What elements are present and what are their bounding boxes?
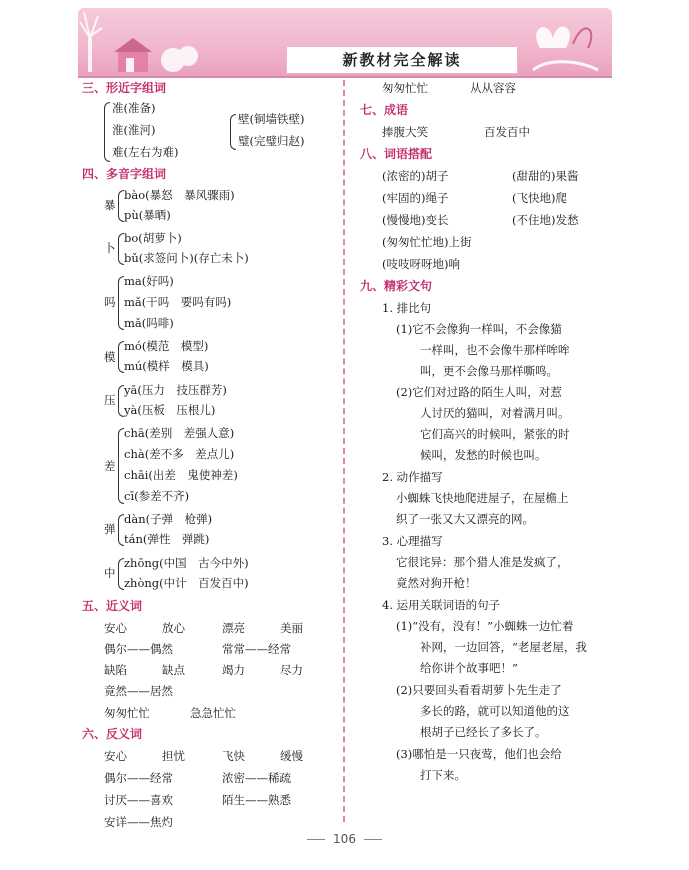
polyphone-item: bǔ(求签问卜)(存亡未卜) bbox=[124, 251, 249, 265]
word-cell: 讨厌——喜欢 bbox=[104, 793, 173, 807]
word-item: 淮(淮河) bbox=[112, 123, 156, 137]
sentence-line: (3)哪怕是一只夜莺，他们也会给 bbox=[396, 747, 562, 761]
sentence-line: (1)“没有，没有！”小蜘蛛一边忙着 bbox=[396, 619, 574, 633]
idiom: 捧腹大笑 bbox=[382, 125, 428, 139]
section-9-title: 九、精彩文句 bbox=[360, 279, 433, 293]
sentence-line: 给你讲个故事吧！” bbox=[420, 661, 518, 675]
polyphone-item: tán(弹性 弹跳) bbox=[124, 532, 210, 546]
sentence-subhead: 1. 排比句 bbox=[382, 301, 432, 315]
polyphone-item: chā(差别 差强人意) bbox=[124, 426, 235, 440]
word-item: 准(准备) bbox=[112, 101, 156, 115]
page-number-text: 106 bbox=[333, 832, 356, 846]
section-8-title: 八、词语搭配 bbox=[360, 147, 433, 161]
sentence-line: 人讨厌的猫叫，对着满月叫。 bbox=[420, 406, 570, 420]
sentence-subhead: 2. 动作描写 bbox=[382, 470, 443, 484]
word-cell: 缺点 bbox=[162, 663, 185, 677]
polyphone-char: 卜 bbox=[104, 241, 116, 255]
header-rule bbox=[78, 76, 612, 78]
polyphone-item: yà(压板 压根儿) bbox=[124, 403, 216, 417]
sentence-line: 多长的路，就可以知道他的这 bbox=[420, 704, 570, 718]
polyphone-item: mǎ(干吗 要吗有吗) bbox=[124, 295, 232, 309]
word-cell: 偶尔——偶然 bbox=[104, 642, 173, 656]
banner-title-box bbox=[286, 46, 518, 74]
sentence-line: 织了一张又大又漂亮的网。 bbox=[396, 512, 534, 526]
polyphone-char: 模 bbox=[104, 350, 116, 364]
sentence-line: 候叫，发愁的时候也叫。 bbox=[420, 448, 547, 462]
collocation: (不住地)发愁 bbox=[512, 213, 579, 227]
collocation: (甜甜的)果酱 bbox=[512, 169, 579, 183]
word-cell: 安心 bbox=[104, 749, 127, 763]
section-7-title: 七、成语 bbox=[360, 103, 409, 117]
polyphone-item: dàn(子弹 枪弹) bbox=[124, 512, 213, 526]
polyphone-char: 暴 bbox=[104, 198, 116, 212]
polyphone-item: cī(参差不齐) bbox=[124, 489, 190, 503]
word-item: 难(左右为难) bbox=[112, 145, 179, 159]
word-cell: 偶尔——经常 bbox=[104, 771, 173, 785]
polyphone-item: yā(压力 技压群芳) bbox=[124, 383, 227, 397]
collocation: (牢固的)绳子 bbox=[382, 191, 449, 205]
word-cell: 尽力 bbox=[280, 663, 303, 677]
sentence-line: 小蜘蛛飞快地爬进屋子，在屋檐上 bbox=[396, 491, 569, 505]
sentence-line: 叫，更不会像马那样嘶鸣。 bbox=[420, 364, 558, 378]
word-cell: 担忧 bbox=[162, 749, 185, 763]
sentence-line: 它们高兴的时候叫，紧张的时 bbox=[420, 427, 570, 441]
polyphone-item: bào(暴怒 暴风骤雨) bbox=[124, 188, 235, 202]
word-cell: 竭力 bbox=[222, 663, 245, 677]
section-5-title: 五、近义词 bbox=[82, 599, 143, 613]
word-cell: 陌生——熟悉 bbox=[222, 793, 291, 807]
word-cell: 浓密——稀疏 bbox=[222, 771, 291, 785]
word-cell: 安心 bbox=[104, 621, 127, 635]
polyphone-char: 压 bbox=[104, 393, 116, 407]
word-cell: 急急忙忙 bbox=[190, 706, 236, 720]
word-cell: 竟然——居然 bbox=[104, 684, 173, 698]
brace bbox=[104, 102, 110, 162]
polyphone-item: mú(模样 模具) bbox=[124, 359, 209, 373]
word-cell: 美丽 bbox=[280, 621, 303, 635]
section-3-title: 三、形近字组词 bbox=[82, 81, 167, 95]
polyphone-char: 中 bbox=[104, 566, 116, 580]
polyphone-item: chāi(出差 鬼使神差) bbox=[124, 468, 238, 482]
word-cell: 常常——经常 bbox=[222, 642, 291, 656]
word-cell: 匆匆忙忙 bbox=[382, 81, 428, 95]
polyphone-item: bo(胡萝卜) bbox=[124, 231, 182, 245]
polyphone-item: pù(暴晒) bbox=[124, 208, 171, 222]
polyphone-item: mǎ(吗啡) bbox=[124, 316, 174, 330]
polyphone-item: chà(差不多 差点儿) bbox=[124, 447, 235, 461]
word-cell: 从从容容 bbox=[470, 81, 516, 95]
collocation: (慢慢地)变长 bbox=[382, 213, 449, 227]
sentence-line: 它很诧异：那个猎人准是发疯了， bbox=[396, 555, 569, 569]
collocation: (浓密的)胡子 bbox=[382, 169, 449, 183]
page-number-rule bbox=[364, 839, 382, 840]
sentence-line: (2)它们对过路的陌生人叫，对惹 bbox=[396, 385, 562, 399]
section-6-title: 六、反义词 bbox=[82, 727, 143, 741]
polyphone-item: ma(好吗) bbox=[124, 274, 174, 288]
page-title: 新教材完全解读 bbox=[342, 51, 462, 69]
page-number bbox=[0, 832, 689, 846]
brace bbox=[230, 114, 236, 150]
sentence-line: (2)只要回头看看胡萝卜先生走了 bbox=[396, 683, 562, 697]
word-cell: 缓慢 bbox=[280, 749, 303, 763]
word-cell: 匆匆忙忙 bbox=[104, 706, 150, 720]
polyphone-item: zhōng(中国 古今中外) bbox=[124, 556, 249, 570]
collocation: (匆匆忙忙地)上街 bbox=[382, 235, 472, 249]
collocation: (飞快地)爬 bbox=[512, 191, 567, 205]
idiom: 百发百中 bbox=[484, 125, 530, 139]
word-cell: 缺陷 bbox=[104, 663, 127, 677]
sentence-subhead: 3. 心理描写 bbox=[382, 534, 443, 548]
page-number-rule bbox=[307, 839, 325, 840]
word-item: 璧(完璧归赵) bbox=[238, 134, 305, 148]
sentence-line: 根胡子已经长了多长了。 bbox=[420, 725, 547, 739]
word-cell: 飞快 bbox=[222, 749, 245, 763]
word-item: 壁(铜墙铁壁) bbox=[238, 112, 305, 126]
sentence-line: 打下来。 bbox=[420, 768, 466, 782]
sentence-line: (1)它不会像狗一样叫，不会像猫 bbox=[396, 322, 562, 336]
sentence-line: 一样叫，也不会像牛那样哞哞 bbox=[420, 343, 570, 357]
polyphone-char: 吗 bbox=[104, 295, 116, 309]
sentence-line: 竟然对狗开枪！ bbox=[396, 576, 477, 590]
polyphone-char: 差 bbox=[104, 459, 116, 473]
polyphone-char: 弹 bbox=[104, 522, 116, 536]
word-cell: 漂亮 bbox=[222, 621, 245, 635]
column-divider bbox=[343, 80, 345, 822]
section-4-title: 四、多音字组词 bbox=[82, 167, 167, 181]
word-cell: 放心 bbox=[162, 621, 185, 635]
polyphone-item: zhòng(中计 百发百中) bbox=[124, 576, 249, 590]
polyphone-item: mó(模范 模型) bbox=[124, 339, 209, 353]
header-banner bbox=[78, 8, 612, 78]
collocation: (吱吱呀呀地)响 bbox=[382, 257, 460, 271]
sentence-subhead: 4. 运用关联词语的句子 bbox=[382, 598, 501, 612]
sentence-line: 补网，一边回答，“老屋老屋，我 bbox=[420, 640, 587, 654]
word-cell: 安详——焦灼 bbox=[104, 815, 173, 829]
